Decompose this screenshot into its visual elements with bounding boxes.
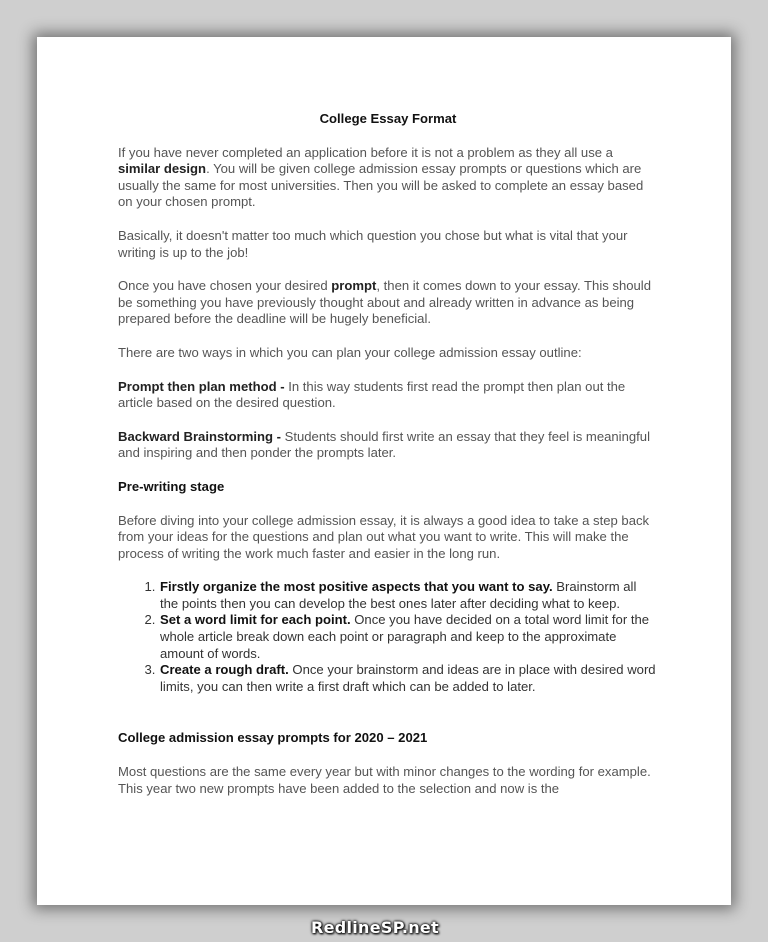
watermark: RedlineSP.net: [310, 918, 439, 937]
paragraph-intro-text-1: If you have never completed an application before it is not a problem as they all use a: [118, 144, 613, 160]
paragraph-method-1: [118, 379, 658, 412]
paragraph-prompt: [118, 278, 658, 328]
list-item-bold: Create a rough draft.: [160, 662, 289, 678]
list-item-bold: Set a word limit for each point.: [160, 612, 351, 628]
method-1-label: Prompt then plan method -: [118, 378, 285, 394]
document-page: [37, 37, 731, 905]
heading-prewriting: Pre-writing stage: [118, 478, 225, 494]
paragraph-intro-text-2: . You will be given college admission essay prompts or questions which are usually the same for most universities. Then you will be asked to complete an essay based on your chosen prompt.: [118, 161, 644, 210]
method-1-text: In this way students first read the prompt then plan out the article based on the desired question.: [118, 378, 626, 411]
spacer: [118, 712, 658, 730]
heading-prompts: College admission essay prompts for 2020 – 2021: [118, 730, 428, 746]
list-item-text: Brainstorm all the points then you can develop the best ones later after deciding what to keep.: [160, 579, 637, 611]
paragraph-intro-bold: similar design: [118, 161, 207, 177]
list-item-bold: Firstly organize the most positive aspects that you want to say.: [160, 579, 553, 595]
document-content: [118, 111, 658, 814]
list-item: [159, 612, 658, 662]
paragraph-questions: Most questions are the same every year but with minor changes to the wording for example. This year two new prompts have been added to the selection and now is the: [118, 764, 651, 796]
paragraph-intro: [118, 145, 658, 211]
paragraph-prewriting: Before diving into your college admission essay, it is always a good idea to take a step back from your ideas for the questions and plan out what you want to write. This will make the process of writing the work much faster and easier in the long run.: [118, 512, 650, 561]
document-title: College Essay Format: [319, 111, 457, 126]
paragraph-basically: Basically, it doesn't matter too much which question you chose but what is vital that your writing is up to the job!: [118, 227, 628, 260]
paragraph-prompt-bold: prompt: [331, 278, 377, 294]
list-item: [159, 579, 658, 612]
paragraph-method-2: [118, 429, 658, 462]
paragraph-two-ways: There are two ways in which you can plan your college admission essay outline:: [118, 344, 582, 360]
steps-list: [118, 579, 658, 695]
method-2-label: Backward Brainstorming -: [118, 428, 281, 444]
paragraph-prompt-text-1: Once you have chosen your desired: [118, 278, 332, 294]
list-item-text: Once your brainstorm and ideas are in place with desired word limits, you can then write a first draft which can be added to later.: [160, 662, 656, 694]
paragraph-prompt-text-2: , then it comes down to your essay. This should be something you have previously thought about and already written in advance as being prepared before the deadline will be hugely beneficial.: [118, 278, 651, 327]
method-2-text: Students should first write an essay that they feel is meaningful and inspiring and then ponder the prompts later.: [118, 428, 650, 461]
list-item-text: Once you have decided on a total word limit for the whole article break down each point or paragraph and keep to the approximate amount of words.: [160, 612, 650, 661]
list-item: [159, 662, 658, 695]
